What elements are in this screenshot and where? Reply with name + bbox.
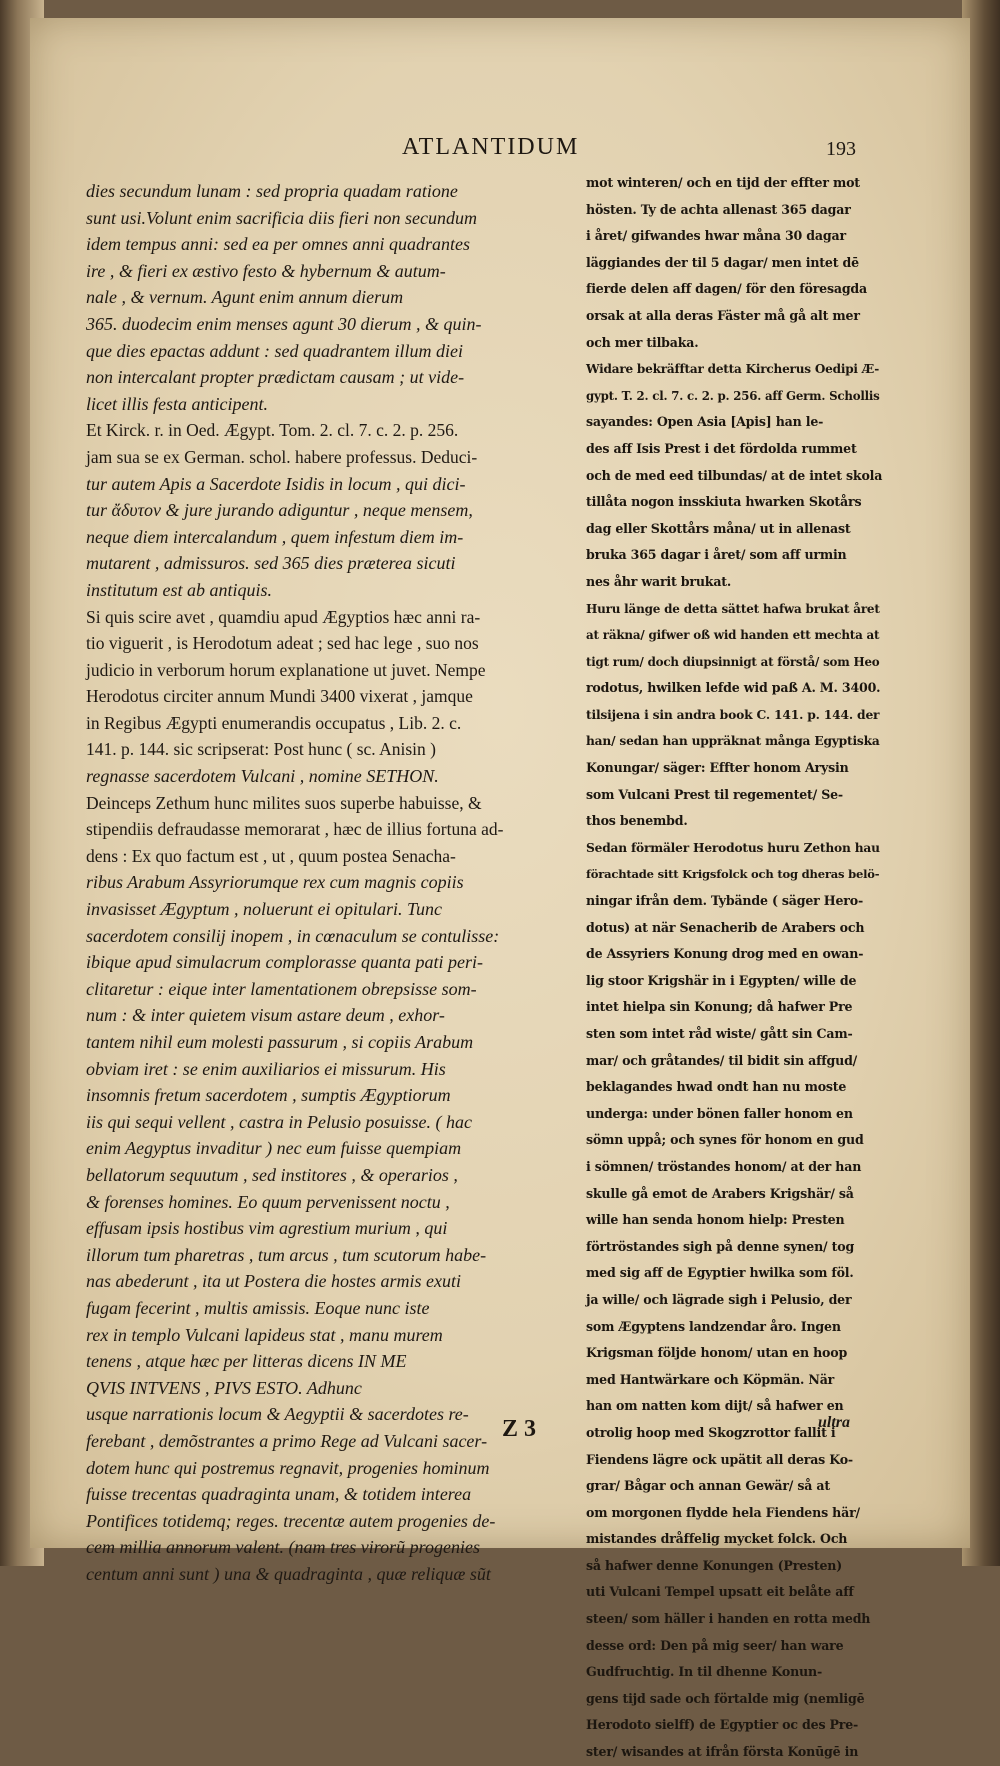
latin-text-line: ire , & fieri ex æstivo festo & hybernum & autum-: [86, 260, 446, 281]
swedish-text-line: underga: under bönen faller honom en: [586, 1105, 853, 1121]
latin-text-line: effusam ipsis hostibus vim agrestium murium , qui: [86, 1218, 448, 1239]
swedish-text-line: lig stoor Krigshär in i Egypten/ wille de: [586, 972, 857, 988]
latin-text-line: sunt usi.Volunt enim sacrificia diis fieri non secundum: [86, 207, 477, 228]
page-number: 193: [826, 138, 856, 160]
latin-text-line: 141. p. 144. sic scripserat: Post hunc ( sc. Anisin ): [86, 739, 436, 760]
latin-text-line: jam sua se ex German. schol. habere professus. Deduci-: [86, 446, 478, 467]
latin-text-line: mutarent , admissuros. sed 365 dies præterea sicuti: [86, 553, 456, 574]
swedish-text-line: intet hielpa sin Konung; då hafwer Pre: [586, 999, 853, 1015]
swedish-text-line: med sig aff de Egyptier hwilka som föl.: [586, 1265, 854, 1281]
swedish-text-line: dag eller Skottårs måna/ ut in allenast: [586, 520, 851, 536]
swedish-text-line: nes åhr warit brukat.: [586, 573, 732, 589]
latin-text-line: in Regibus Ægypti enumerandis occupatus , Lib. 2. c.: [86, 712, 462, 733]
swedish-text-column: [586, 170, 886, 1766]
latin-text-line: Herodotus circiter annum Mundi 3400 vixerat , jamque: [86, 686, 473, 707]
swedish-text-line: Huru länge de detta sättet hafwa brukat året: [586, 601, 880, 616]
latin-text-line: dens : Ex quo factum est , ut , quum postea Senacha-: [86, 845, 456, 866]
latin-text-line: nas abederunt , ita ut Postera die hostes armis exuti: [86, 1271, 461, 1292]
latin-text-line: enim Aegyptus invaditur ) nec eum fuisse quempiam: [86, 1138, 462, 1159]
swedish-text-line: Herodoto sielff) de Egyptier oc des Pre-: [586, 1717, 859, 1733]
latin-text-line: centum anni sunt ) una & quadraginta , quæ reliquæ sũt: [86, 1563, 491, 1584]
latin-text-line: tur ἄδυτον & jure jurando adiguntur , neque mensem,: [86, 500, 473, 521]
swedish-text-line: mistandes dråffelig mycket folck. Och: [586, 1531, 848, 1547]
latin-text-line: dotem hunc qui postremus regnavit, progenies hominum: [86, 1457, 490, 1478]
swedish-text-line: och de med eed tilbundas/ at de intet skola: [586, 467, 883, 483]
swedish-text-line: tillåta nogon insskiuta hwarken Skotårs: [586, 494, 862, 510]
latin-text-line: tio viguerit , is Herodotum adeat ; sed hac lege , suo nos: [86, 633, 479, 654]
latin-text-line: cem millia annorum valent. (nam tres virorũ progenies: [86, 1537, 480, 1558]
latin-text-line: clitaretur : eique inter lamentationem obrepsisse som-: [86, 978, 477, 999]
latin-text-line: que dies epactas addunt : sed quadrantem illum diei: [86, 340, 463, 361]
swedish-text-line: gens tijd sade och förtalde mig (nemligē: [586, 1690, 865, 1706]
latin-text-line: insomnis fretum sacerdotem , sumptis Ægyptiorum: [86, 1085, 451, 1106]
latin-text-line: non intercalant propter prædictam causam ; ut vide-: [86, 367, 465, 388]
swedish-text-line: orsak at alla deras Fäster må gå alt mer: [586, 307, 860, 323]
swedish-text-line: och mer tilbaka.: [586, 334, 699, 350]
latin-text-line: 365. duodecim enim menses agunt 30 dierum , & quin-: [86, 313, 482, 334]
latin-text-line: Pontifices totidemq; reges. trecentæ autem progenies de-: [86, 1510, 496, 1531]
latin-text-line: licet illis festa anticipent.: [86, 393, 268, 414]
swedish-text-line: tigt rum/ doch diupsinnigt at förstå/ som Heo: [586, 654, 880, 669]
swedish-text-line: gypt. T. 2. cl. 7. c. 2. p. 256. aff Germ. Schollis: [586, 388, 880, 403]
swedish-text-line: som Ægyptens landzendar åro. Ingen: [586, 1318, 841, 1334]
latin-text-line: sacerdotem consilij inopem , in cœnaculum se contulisse:: [86, 925, 500, 946]
swedish-text-line: Sedan förmäler Herodotus huru Zethon hau: [586, 840, 880, 855]
swedish-text-line: tilsijena i sin andra book C. 141. p. 144. der: [586, 706, 880, 722]
swedish-text-line: thos benembd.: [586, 813, 688, 829]
latin-text-line: nale , & vernum. Agunt enim annum dierum: [86, 287, 404, 308]
swedish-text-line: steen/ som häller i handen en rotta medh: [586, 1611, 871, 1627]
latin-text-line: idem tempus anni: sed ea per omnes anni quadrantes: [86, 234, 470, 255]
swedish-text-line: dotus) at när Senacherib de Arabers och: [586, 919, 865, 935]
swedish-text-line: med Hantwärkare och Köpmän. När: [586, 1371, 835, 1387]
latin-text-line: bellatorum sequutum , sed institores , & operarios ,: [86, 1164, 458, 1185]
latin-text-line: fuisse trecentas quadraginta unam, & totidem interea: [86, 1484, 472, 1505]
swedish-text-line: Gudfruchtig. In til dhenne Konun-: [586, 1664, 822, 1680]
swedish-text-line: förachtade sitt Krigsfolck och tog dheras belö-: [586, 867, 880, 882]
book-page: [30, 18, 970, 1760]
swedish-text-line: hösten. Ty de achta allenast 365 dagar: [586, 201, 851, 217]
swedish-text-line: grar/ Bågar och annan Gewär/ så at: [586, 1478, 830, 1494]
swedish-text-line: han om natten kom dijt/ så hafwer en: [586, 1398, 844, 1414]
swedish-text-line: Krigsman följde honom/ utan en hoop: [586, 1345, 848, 1361]
swedish-text-line: han/ sedan han uppräknat många Egyptiska: [586, 734, 880, 749]
latin-text-line: stipendiis defraudasse memorarat , hæc de illius fortuna ad-: [86, 819, 504, 840]
latin-text-column: [86, 178, 578, 1587]
running-header-title: ATLANTIDUM: [402, 134, 580, 160]
swedish-text-line: des aff Isis Prest i det fördolda rummet: [586, 440, 857, 456]
swedish-text-line: som Vulcani Prest til regementet/ Se-: [586, 786, 843, 802]
latin-text-line: ibique apud simulacrum complorasse quanta pati peri-: [86, 952, 483, 973]
swedish-text-line: sayandes: Open Asia [Apis] han le-: [586, 414, 824, 430]
swedish-text-line: ningar ifrån dem. Tybände ( säger Hero-: [586, 893, 863, 909]
swedish-text-line: mar/ och gråtandes/ til bidit sin affgud/: [586, 1052, 858, 1068]
latin-text-line: tur autem Apis a Sacerdote Isidis in locum , qui dici-: [86, 473, 466, 494]
swedish-text-line: otrolig hoop med Skogzrottor fallit i: [586, 1424, 836, 1440]
swedish-text-line: at räkna/ gifwer oß wid handen ett mechta at: [586, 628, 880, 643]
latin-text-line: illorum tum pharetras , tum arcus , tum scutorum habe-: [86, 1244, 487, 1265]
latin-text-line: iis qui sequi vellent , castra in Pelusio posuisse. ( hac: [86, 1111, 472, 1132]
swedish-text-line: Fiendens lägre ock upätit all deras Ko-: [586, 1451, 853, 1467]
latin-text-line: institutum est ab antiquis.: [86, 579, 273, 600]
latin-text-line: tantem nihil eum molesti passurum , si copiis Arabum: [86, 1032, 474, 1052]
swedish-text-line: beklagandes hwad ondt han nu moste: [586, 1079, 847, 1095]
latin-text-line: ferebant , demõstrantes a primo Rege ad Vulcani sacer-: [86, 1430, 488, 1451]
latin-text-line: tenens , atque hæc per litteras dicens IN ME: [86, 1351, 407, 1372]
swedish-text-line: förtröstandes sigh på denne synen/ tog: [586, 1238, 855, 1254]
swedish-text-line: desse ord: Den på mig seer/ han ware: [586, 1637, 844, 1653]
swedish-text-line: i året/ gifwandes hwar måna 30 dagar: [586, 228, 846, 244]
swedish-text-line: Widare bekräfftar detta Kircherus Oedipi Æ-: [586, 362, 880, 377]
swedish-text-line: ster/ wisandes at ifrån första Konūgē in: [586, 1744, 859, 1760]
latin-text-line: dies secundum lunam : sed propria quadam ratione: [86, 181, 458, 201]
swedish-text-line: sten som intet råd wiste/ gått sin Cam-: [586, 1026, 853, 1041]
latin-text-line: num : & inter quietem visum astare deum , exhor-: [86, 1005, 445, 1026]
latin-text-line: rex in templo Vulcani lapideus stat , manu murem: [86, 1324, 443, 1345]
latin-text-line: ribus Arabum Assyriorumque rex cum magnis copiis: [86, 872, 464, 893]
swedish-text-line: rodotus, hwilken lefde wid paß A. M. 3400.: [586, 680, 881, 696]
swedish-text-line: uti Vulcani Tempel upsatt eit belåte aff: [586, 1584, 854, 1600]
latin-text-line: judicio in verborum horum explanatione ut juvet. Nempe: [86, 659, 486, 680]
latin-text-line: Et Kirck. r. in Oed. Ægypt. Tom. 2. cl. 7. c. 2. p. 256.: [86, 420, 459, 441]
swedish-text-line: skulle gå emot de Arabers Krigshär/ så: [586, 1185, 854, 1201]
latin-text-line: fugam fecerint , multis amissis. Eoque nunc iste: [86, 1297, 430, 1318]
latin-text-line: obviam iret : se enim auxiliarios ei missurum. His: [86, 1058, 446, 1079]
swedish-text-line: wille han senda honom hielp: Presten: [586, 1212, 845, 1228]
swedish-text-line: sömn uppå; och synes för honom en gud: [586, 1132, 864, 1148]
swedish-text-line: de Assyriers Konung drog med en owan-: [586, 946, 864, 962]
swedish-text-line: om morgonen flydde hela Fiendens här/: [586, 1504, 860, 1520]
latin-text-line: Si quis scire avet , quamdiu apud Ægyptios hæc anni ra-: [86, 606, 481, 627]
latin-text-line: Deinceps Zethum hunc milites suos superbe habuisse, &: [86, 792, 482, 813]
latin-text-line: neque diem intercalandum , quem infestum diem im-: [86, 526, 464, 547]
latin-text-line: usque narrationis locum & Aegyptii & sacerdotes re-: [86, 1404, 469, 1425]
swedish-text-line: läggiandes der til 5 dagar/ men intet dē: [586, 254, 859, 270]
swedish-text-line: Konungar/ säger: Effter honom Arysin: [586, 760, 849, 776]
signature-mark: Z 3: [502, 1416, 537, 1442]
swedish-text-line: så hafwer denne Konungen (Presten): [586, 1557, 842, 1573]
latin-text-line: QVIS INTVENS , PIVS ESTO. Adhunc: [86, 1377, 362, 1398]
swedish-text-line: fierde delen aff dagen/ för den föresagda: [586, 281, 867, 297]
catchword: ultra: [818, 1414, 851, 1431]
swedish-text-line: bruka 365 dagar i året/ som aff urmin: [586, 547, 847, 563]
latin-text-line: regnasse sacerdotem Vulcani , nomine SETHON.: [86, 766, 439, 787]
latin-text-line: & forenses homines. Eo quum pervenissent noctu ,: [86, 1191, 450, 1212]
swedish-text-line: mot winteren/ och en tijd der effter mot: [586, 175, 860, 190]
swedish-text-line: i sömnen/ tröstandes honom/ at der han: [586, 1158, 862, 1174]
latin-text-line: invasisset Ægyptum , noluerunt ei opitulari. Tunc: [86, 899, 442, 920]
swedish-text-line: ja wille/ och lägrade sigh i Pelusio, der: [586, 1291, 852, 1307]
